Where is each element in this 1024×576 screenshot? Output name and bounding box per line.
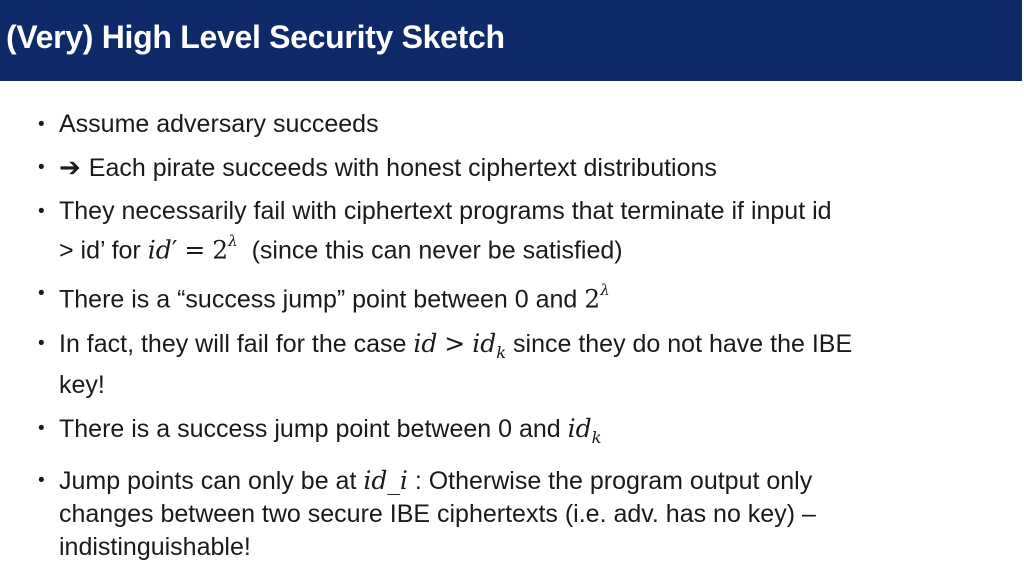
bullet-text: since they do not have the IBE [513,329,853,358]
bullet-7 [36,464,996,564]
math-exponent: λ [600,281,610,300]
math-equals: = [184,235,206,265]
bullet-dot-icon: • [38,114,45,135]
math-exponent: λ [228,232,238,250]
bullet-dot-icon: • [38,469,45,491]
bullet-text: (since this can never be satisfied) [251,236,623,265]
math-id-k: id [567,413,592,443]
math-base: 2 [584,284,601,314]
bullet-text: Each pirate succeeds with honest ciphertext distributions [88,154,717,182]
math-subscript-k: k [496,343,507,363]
bullet-text: changes between two secure IBE ciphertexts (i.e. adv. has no key) – [59,499,816,528]
math-id: id [413,328,438,358]
right-arrow-icon: ➔ [59,152,81,182]
bullet-text: indistinguishable! [59,532,251,561]
bullet-dot-icon: • [38,157,45,178]
bullet-list [36,108,996,574]
bullet-text: > id’ for [59,236,141,265]
title-bar [0,0,1022,81]
math-subscript-k: k [591,428,602,448]
math-prime: ′ [171,235,178,265]
bullet-3 [36,195,996,267]
bullet-text: key! [59,370,105,399]
bullet-1 [36,108,996,141]
bullet-text: : Otherwise the program output only [414,466,813,495]
bullet-text: Jump points can only be at [59,466,357,495]
bullet-dot-icon: • [38,417,45,439]
bullet-5 [36,327,996,402]
bullet-6 [36,412,996,454]
math-id: id [147,235,172,265]
bullet-text: Assume adversary succeeds [59,110,379,138]
bullet-4 [36,277,996,316]
bullet-text: There is a success jump point between 0 and [59,414,561,443]
math-greater-than: > [444,328,466,358]
bullet-text: There is a “success jump” point between 0 and [59,285,578,314]
math-id-i: id_i [363,465,408,495]
math-base: 2 [212,235,229,265]
bullet-dot-icon: • [38,201,45,222]
slide-title: (Very) High Level Security Sketch [6,19,505,55]
bullet-dot-icon: • [38,332,45,354]
bullet-text: They necessarily fail with ciphertext programs that terminate if input id [59,197,832,225]
bullet-2 [36,151,996,185]
bullet-dot-icon: • [38,283,45,305]
math-id-k: id [472,328,497,358]
bullet-text: In fact, they will fail for the case [59,329,407,358]
